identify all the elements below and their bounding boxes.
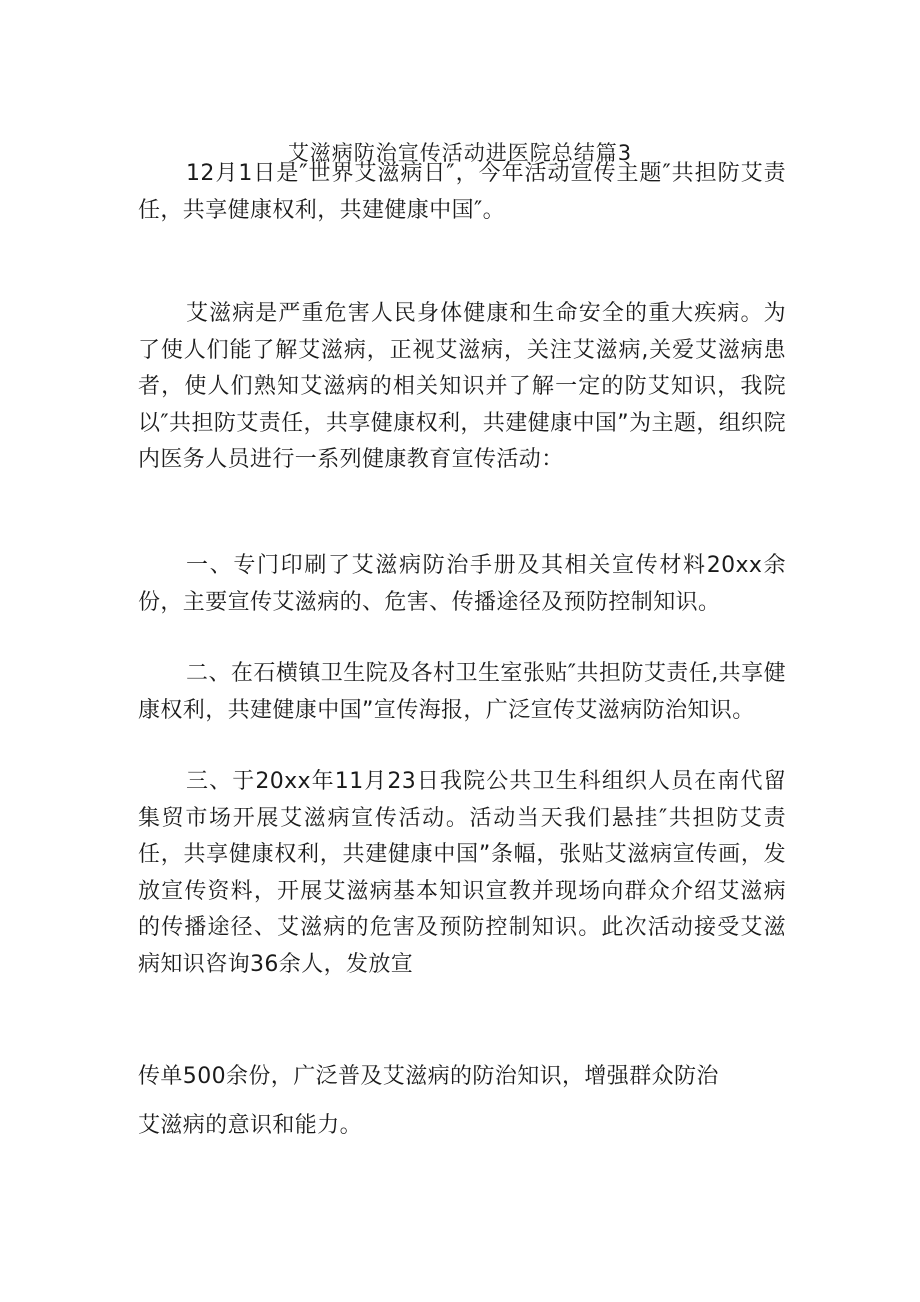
continuation-line-1: 传单500余份，广泛普及艾滋病的防治知识，增强群众防治 [138, 1064, 719, 1089]
paragraph-2: 艾滋病是严重危害人民身体健康和生命安全的重大疾病。为了使人们能了解艾滋病，正视艾滋病，关注艾滋病,关爱艾滋病患者，使人们熟知艾滋病的相关知识并了解一定的防艾知识，我院以″共担防艾责任，共享健康权利，共建健康中国”为主题，组织院内医务人员进行一系列健康教育宣传活动： [138, 301, 786, 473]
paragraph-3: 一、专门印刷了艾滋病防治手册及其相关宣传材料20xx余份，主要宣传艾滋病的、危害、传播途径及预防控制知识。 [138, 553, 786, 615]
paragraph-4: 二、在石横镇卫生院及各村卫生室张贴″共担防艾责任,共享健康权利，共建健康中国”宣传海报，广泛宣传艾滋病防治知识。 [138, 661, 786, 723]
paragraph-5: 三、于20xx年11月23日我院公共卫生科组织人员在南代留集贸市场开展艾滋病宣传活动。活动当天我们悬挂″共担防艾责任，共享健康权利，共建健康中国”条幅，张贴艾滋病宣传画，发放宣传资料，开展艾滋病基本知识宣教并现场向群众介绍艾滋病的传播途径、艾滋病的危害及预防控制知识。此次活动接受艾滋病知识咨询36余人，发放宣 [138, 769, 786, 977]
document-title: 艾滋病防治宣传活动进医院总结篇3 [287, 141, 633, 165]
paragraph-1: 12月1日是″世界艾滋病日″，今年活动宣传主题″共担防艾责任，共享健康权利，共建健康中国″。 [138, 161, 786, 223]
continuation-line-2: 艾滋病的意识和能力。 [138, 1113, 363, 1138]
